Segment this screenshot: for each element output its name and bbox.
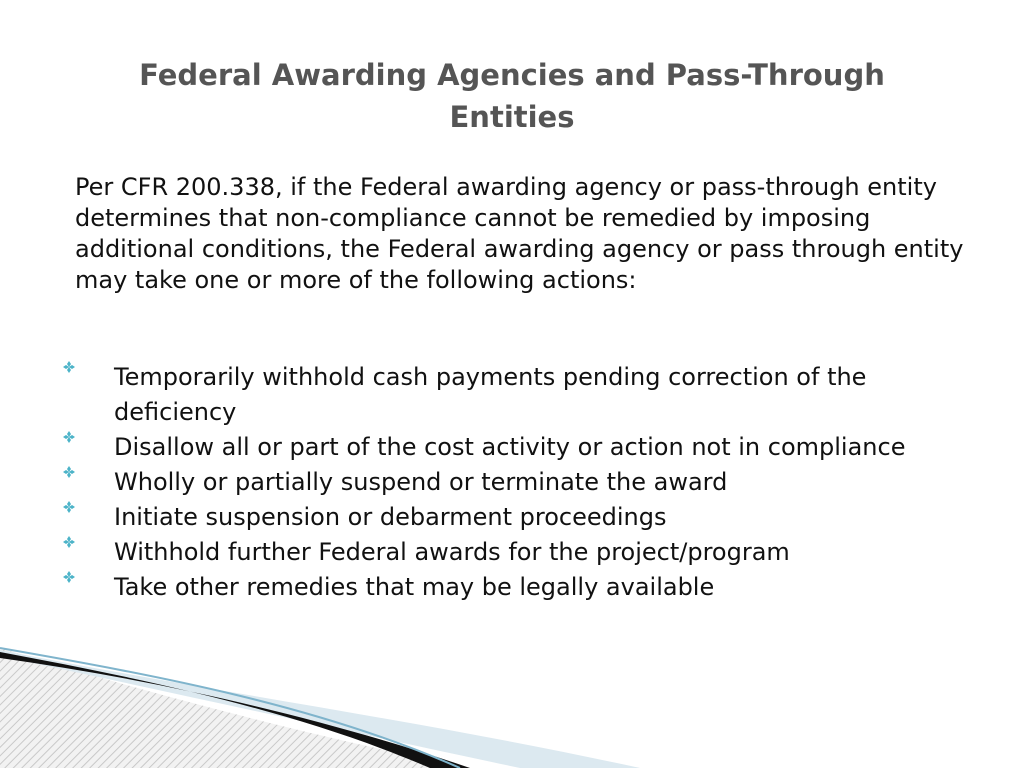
- remedy-list: [60, 360, 980, 605]
- diamond-bullet-icon: [62, 570, 76, 584]
- list-item: [60, 535, 980, 570]
- list-item: [60, 360, 980, 430]
- list-item-text: Wholly or partially suspend or terminate the award: [114, 468, 728, 496]
- diamond-bullet-icon: [62, 535, 76, 549]
- diamond-bullet-icon: [62, 465, 76, 479]
- list-item-text: Temporarily withhold cash payments pending correction of the deficiency: [114, 363, 867, 426]
- diamond-bullet-icon: [62, 500, 76, 514]
- list-item: [60, 500, 980, 535]
- list-item: [60, 430, 980, 465]
- list-item-text: Take other remedies that may be legally available: [114, 573, 715, 601]
- list-item-text: Disallow all or part of the cost activity or action not in compliance: [114, 433, 906, 461]
- list-item: [60, 570, 980, 605]
- list-item-text: Withhold further Federal awards for the project/program: [114, 538, 790, 566]
- slide-title: Federal Awarding Agencies and Pass-Through Entities: [139, 58, 885, 134]
- list-item: [60, 465, 980, 500]
- intro-paragraph: Per CFR 200.338, if the Federal awarding agency or pass-through entity determines that non-compliance cannot be remedied by imposing additional conditions, the Federal awarding agency or pass through entity may take one or more of the following actions:: [75, 173, 964, 294]
- diamond-bullet-icon: [62, 360, 76, 374]
- diamond-bullet-icon: [62, 430, 76, 444]
- list-item-text: Initiate suspension or debarment proceedings: [114, 503, 667, 531]
